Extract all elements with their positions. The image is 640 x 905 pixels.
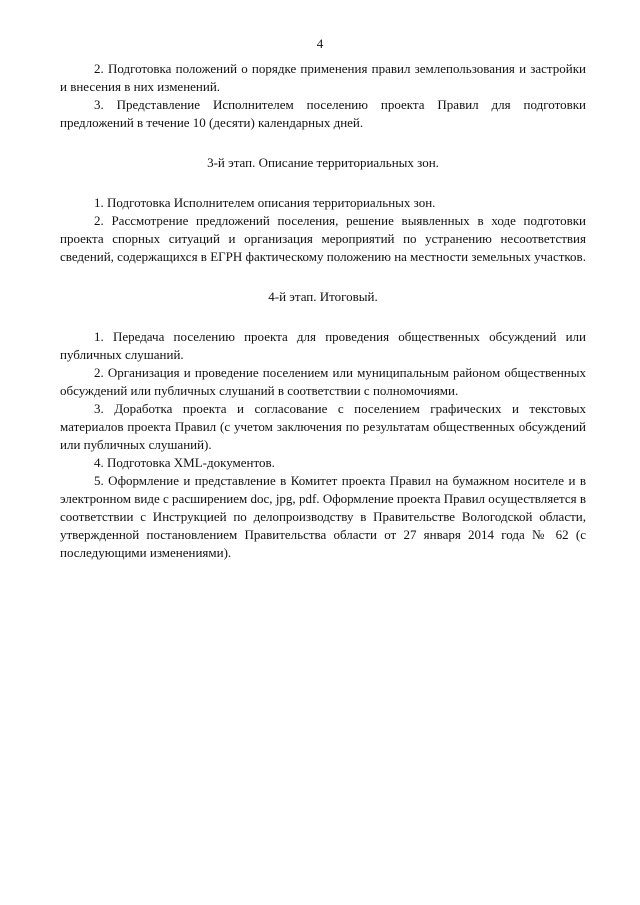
stage2-item-2: 2. Подготовка положений о порядке применения правил землепользования и застройки и внесения в них изменений. — [60, 61, 586, 94]
stage4-item-3: 3. Доработка проекта и согласование с поселением графических и текстовых материалов проекта Правил (с учетом заключения по результатам общественных обсуждений или публичных слушаний). — [60, 401, 586, 452]
page-number: 4 — [316, 36, 324, 51]
stage4-item-5: 5. Оформление и представление в Комитет проекта Правил на бумажном носителе и в электронном виде с расширением doc, jpg, pdf. Оформление проекта Правил осуществляется в соответствии с Инструкцией по делопроизводству в Правительстве Вологодской области, утвержденной постановлением Правительства области от 27 января 2014 года № 62 (с последующими изменениями). — [60, 473, 586, 560]
stage3-item-1: 1. Подготовка Исполнителем описания территориальных зон. — [94, 195, 436, 210]
stage4-heading: 4-й этап. Итоговый. — [268, 289, 378, 304]
stage2-item-3: 3. Представление Исполнителем поселению проекта Правил для подготовки предложений в течение 10 (десяти) календарных дней. — [60, 97, 586, 130]
document-body — [60, 60, 586, 562]
stage4-item-1: 1. Передача поселению проекта для проведения общественных обсуждений или публичных слушаний. — [60, 329, 586, 362]
stage4-item-2: 2. Организация и проведение поселением или муниципальным районом общественных обсуждений или публичных слушаний в соответствии с полномочиями. — [60, 365, 586, 398]
stage3-item-2: 2. Рассмотрение предложений поселения, решение выявленных в ходе подготовки проекта спорных ситуаций и организация мероприятий по устранению несоответствия сведений, содержащихся в ЕГРН фактическому положению на местности земельных участков. — [60, 213, 586, 264]
stage3-heading: 3-й этап. Описание территориальных зон. — [207, 155, 439, 170]
stage4-item-4: 4. Подготовка XML-документов. — [94, 455, 275, 470]
